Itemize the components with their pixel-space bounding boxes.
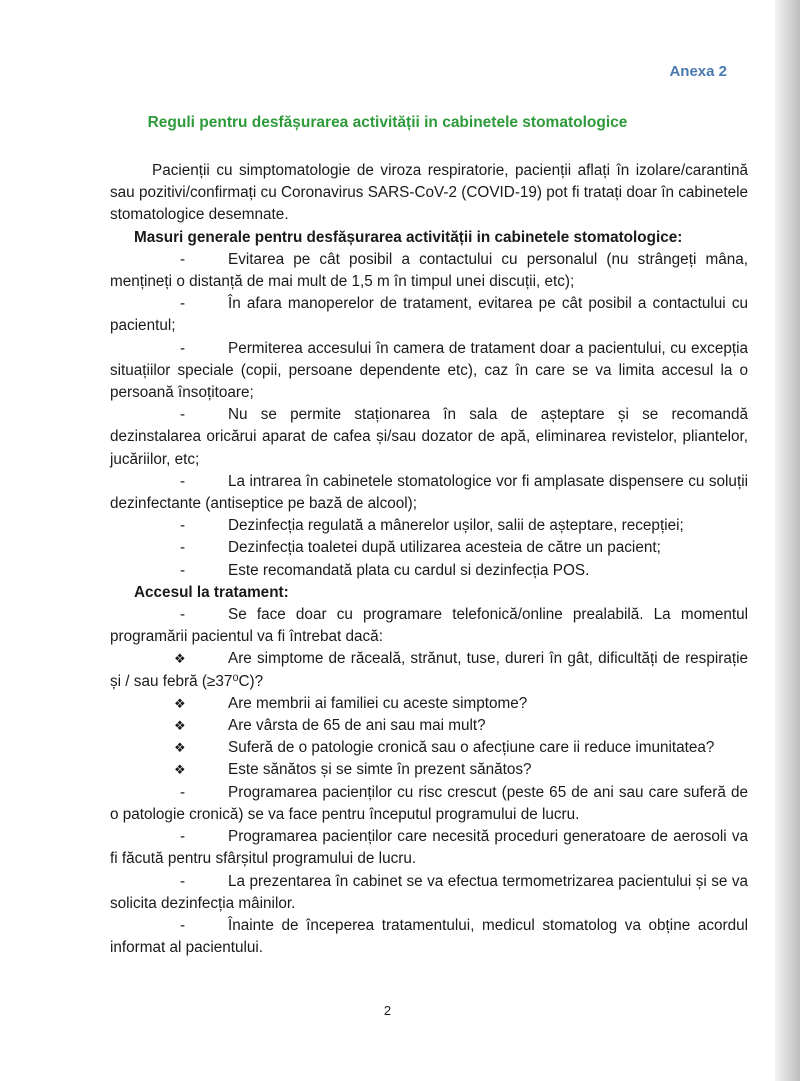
screening-question-item-text: Are simptome de răceală, strănut, tuse, dureri în gât, dificultăți de respirație și / sau febră (≥37⁰C)? bbox=[110, 650, 748, 690]
annex-label: Anexa 2 bbox=[669, 63, 727, 80]
screening-question-item bbox=[110, 737, 748, 759]
general-measure-item-text: Permiterea accesului în camera de tratament doar a pacientului, cu excepția situațiilor speciale (copii, persoane dependente etc), caz în care se va limita accesul la o persoană însoțitoare; bbox=[110, 339, 748, 402]
access-rule-item bbox=[110, 915, 748, 959]
access-rule-item bbox=[110, 826, 748, 870]
general-measure-item-text: Este recomandată plata cu cardul si dezinfecția POS. bbox=[228, 561, 590, 579]
general-measure-item-text: La intrarea în cabinetele stomatologice vor fi amplasate dispensere cu soluții dezinfectante (antiseptice pe bază de alcool); bbox=[110, 472, 748, 513]
dash-marker: - bbox=[180, 250, 186, 268]
general-measure-item bbox=[110, 404, 748, 471]
screening-question-item-text: Are membrii ai familiei cu aceste simptome? bbox=[228, 694, 528, 712]
access-rule-item bbox=[110, 871, 748, 915]
access-rule-item bbox=[110, 782, 748, 826]
intro-paragraph: Pacienții cu simptomatologie de viroza respiratorie, pacienții aflați în izolare/carantină sau pozitivi/confirmați cu Coronavirus SARS-CoV-2 (COVID-19) pot fi tratați doar în cabinetele stomatologice desemnate. bbox=[110, 162, 748, 224]
diamond-bullet-icon: ❖ bbox=[174, 762, 186, 778]
access-rules-list bbox=[110, 782, 748, 960]
general-measure-item bbox=[110, 537, 748, 559]
dash-marker: - bbox=[180, 339, 186, 357]
dash-marker: - bbox=[180, 406, 186, 424]
dash-marker: - bbox=[180, 916, 186, 934]
dash-marker: - bbox=[180, 517, 186, 535]
general-measure-item-text: Nu se permite staționarea în sala de așteptare și se recomandă dezinstalarea oricărui aparat de cafea și/sau dozator de apă, eliminarea revistelor, pliantelor, jucăriilor, etc; bbox=[110, 406, 748, 468]
screening-question-item-text: Are vârsta de 65 de ani sau mai mult? bbox=[228, 717, 486, 735]
access-rule-item-text: La prezentarea în cabinet se va efectua termometrizarea pacientului și se va solicita dezinfecția mâinilor. bbox=[110, 872, 748, 912]
screening-question-item-text: Suferă de o patologie cronică sau o afecțiune care ii reduce imunitatea? bbox=[228, 739, 715, 757]
general-measure-item bbox=[110, 249, 748, 293]
page-edge-shadow bbox=[775, 0, 800, 1081]
general-measures-list bbox=[110, 249, 748, 582]
dash-marker: - bbox=[180, 295, 186, 313]
access-heading: Accesul la tratament: bbox=[134, 583, 289, 601]
screening-question-item-text: Este sănătos și se simte în prezent sănătos? bbox=[228, 761, 532, 779]
diamond-bullet-icon: ❖ bbox=[174, 695, 186, 711]
access-rule-item-text: Înainte de începerea tratamentului, medicul stomatolog va obține acordul informat al pacientului. bbox=[110, 916, 748, 957]
dash-marker: - bbox=[180, 828, 186, 846]
general-measures-heading: Masuri generale pentru desfășurarea activității in cabinetele stomatologice: bbox=[134, 228, 683, 246]
dash-marker: - bbox=[180, 783, 186, 801]
access-rule-item-text: Programarea pacienților care necesită proceduri generatoare de aerosoli va fi făcută pentru sfârșitul programului de lucru. bbox=[110, 828, 748, 868]
general-measure-item-text: În afara manoperelor de tratament, evitarea pe cât posibil a contactului cu pacientul; bbox=[110, 295, 748, 335]
screening-question-item bbox=[110, 759, 748, 781]
screening-questions-list bbox=[110, 648, 748, 781]
access-intro-item bbox=[110, 604, 748, 648]
general-measure-item bbox=[110, 515, 748, 537]
screening-question-item bbox=[110, 648, 748, 692]
access-intro-text: Se face doar cu programare telefonică/online prealabilă. La momentul programării pacientul va fi întrebat dacă: bbox=[110, 606, 748, 646]
document-title: Reguli pentru desfășurarea activității in cabinetele stomatologice bbox=[147, 114, 628, 131]
dash-marker: - bbox=[180, 561, 186, 579]
dash-marker: - bbox=[180, 472, 186, 490]
dash-marker: - bbox=[180, 872, 186, 890]
general-measure-item bbox=[110, 293, 748, 337]
diamond-bullet-icon: ❖ bbox=[174, 651, 186, 667]
dash-marker: - bbox=[180, 539, 186, 557]
general-measure-item-text: Evitarea pe cât posibil a contactului cu personalul (nu strângeți mâna, mențineți o distanță de mai mult de 1,5 m în timpul unei discuții, etc); bbox=[110, 250, 748, 291]
general-measure-item bbox=[110, 338, 748, 405]
dash-marker: - bbox=[180, 606, 186, 624]
general-measure-item-text: Dezinfecția regulată a mânerelor ușilor, salii de așteptare, recepției; bbox=[228, 517, 684, 535]
document-body bbox=[110, 160, 748, 959]
diamond-bullet-icon: ❖ bbox=[174, 740, 186, 756]
general-measure-item bbox=[110, 471, 748, 515]
screening-question-item bbox=[110, 715, 748, 737]
general-measure-item bbox=[110, 560, 748, 582]
page-number: 2 bbox=[383, 1003, 392, 1018]
general-measure-item-text: Dezinfecția toaletei după utilizarea acesteia de către un pacient; bbox=[228, 539, 661, 557]
screening-question-item bbox=[110, 693, 748, 715]
access-rule-item-text: Programarea pacienților cu risc crescut (peste 65 de ani sau care suferă de o patologie cronică) se va face pentru începutul programului de lucru. bbox=[110, 783, 748, 823]
diamond-bullet-icon: ❖ bbox=[174, 718, 186, 734]
